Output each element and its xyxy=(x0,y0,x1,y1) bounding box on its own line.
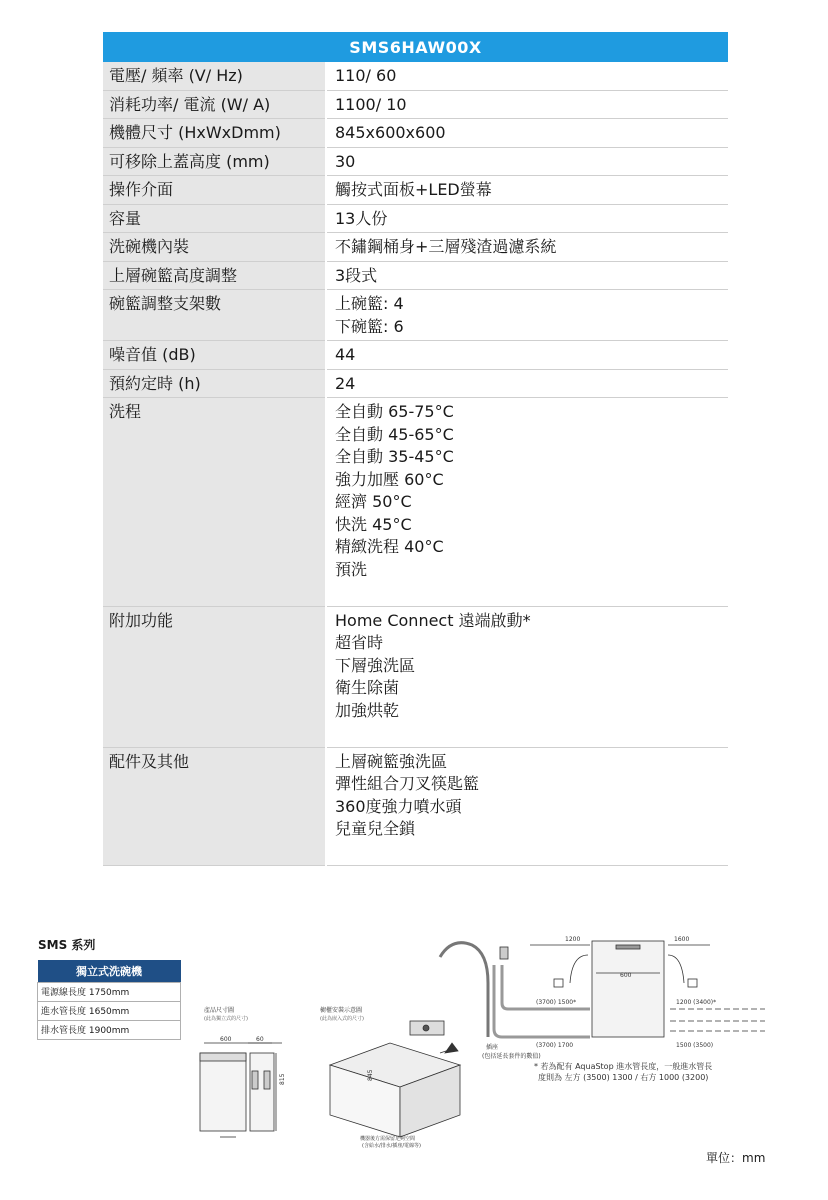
spec-value-line: 上層碗籃強洗區 xyxy=(335,751,448,771)
spec-value xyxy=(326,606,728,747)
cabinet-title: 櫥櫃安裝示意圖 xyxy=(320,1007,363,1014)
cabinet-drawing xyxy=(330,1021,460,1137)
spec-value-line: 超省時 xyxy=(335,633,384,652)
spec-row xyxy=(103,261,728,290)
product-size-drawing xyxy=(200,1043,282,1137)
spec-row xyxy=(103,62,728,90)
spec-value-line: 預洗 xyxy=(335,559,368,579)
product-size-note: (此為獨立式的尺寸) xyxy=(204,1016,248,1022)
cabinet-note: (此為嵌入式的尺寸) xyxy=(320,1016,364,1022)
hose-drawing xyxy=(440,941,765,1037)
spec-value-line: 觸按式面板+LED螢幕 xyxy=(335,180,492,199)
spec-value-line: 13人份 xyxy=(335,208,388,228)
model-header: SMS6HAW00X xyxy=(103,32,728,62)
unit-label: 單位：mm xyxy=(706,1151,766,1165)
spec-label: 洗程 xyxy=(103,398,326,607)
dim-1600-label: 1600 xyxy=(674,936,690,943)
outlet-label: 插座 xyxy=(486,1044,499,1051)
spec-row xyxy=(103,747,728,866)
spec-label: 預約定時 (h) xyxy=(103,369,326,398)
spec-value-line: 110/ 60 xyxy=(335,66,397,85)
dim-600-label: 600 xyxy=(220,1036,232,1043)
spec-table xyxy=(103,32,728,866)
spec-label: 可移除上蓋高度 (mm) xyxy=(103,147,326,176)
spec-value-line: 兒童兒全鎖 xyxy=(335,819,416,838)
spec-value-line: 精緻洗程 40°C xyxy=(335,537,444,556)
spec-value xyxy=(326,147,728,176)
spec-label: 附加功能 xyxy=(103,606,326,747)
cabinet-footer-2: (含給水/排水/插座/電線等) xyxy=(362,1143,421,1149)
spec-value xyxy=(326,119,728,148)
installation-diagram xyxy=(190,925,780,1155)
length-row-power-cord: 電源線長度 1750mm xyxy=(38,982,181,1001)
aquastop-note-1: * 若為配有 AquaStop 進水管長度，一般進水管長 xyxy=(534,1062,713,1071)
dim-60-label: 60 xyxy=(256,1036,264,1043)
spec-row xyxy=(103,176,728,205)
spec-value-line: 彈性組合刀叉筷匙籃 xyxy=(335,774,480,793)
spec-value-line: 上碗籃: 4 xyxy=(335,294,404,313)
spec-value-line: 1100/ 10 xyxy=(335,94,407,114)
spec-value-line: 不鏽鋼桶身+三層殘渣過濾系統 xyxy=(335,237,557,256)
spec-label: 上層碗籃高度調整 xyxy=(103,261,326,290)
spec-value-line: 快洗 45°C xyxy=(335,514,412,534)
spec-value xyxy=(326,747,728,866)
spec-value-line: 下層強洗區 xyxy=(335,655,416,675)
spec-label: 操作介面 xyxy=(103,176,326,205)
spec-label: 碗籃調整支架數 xyxy=(103,290,326,341)
spec-value-line: 30 xyxy=(335,151,356,171)
spec-label: 電壓/ 頻率 (V/ Hz) xyxy=(103,62,326,90)
spec-row xyxy=(103,204,728,233)
dim-845-label: 845 xyxy=(367,1069,374,1081)
spec-row xyxy=(103,233,728,262)
spec-value-line: Home Connect 遠端啟動* xyxy=(335,610,531,630)
dim-600-top-label: 600 xyxy=(620,972,632,979)
spec-value-line: 加強烘乾 xyxy=(335,700,400,720)
aquastop-note-2: 度則為 左方 (3500) 1300 / 右方 1000 (3200) xyxy=(538,1073,709,1082)
spec-value-line: 經濟 50°C xyxy=(335,492,412,511)
spec-row xyxy=(103,341,728,370)
spec-label: 容量 xyxy=(103,204,326,233)
spec-value-line: 全自動 65-75°C xyxy=(335,402,454,421)
spec-value-line: 全自動 45-65°C xyxy=(335,424,454,444)
spec-value xyxy=(326,261,728,290)
spec-value xyxy=(326,290,728,341)
spec-value xyxy=(326,62,728,90)
dim-3700-1700-label: (3700) 1700 xyxy=(536,1042,574,1049)
spec-label: 配件及其他 xyxy=(103,747,326,866)
length-table-header: 獨立式洗碗機 xyxy=(38,960,181,982)
spec-value-line: 44 xyxy=(335,345,356,364)
spec-value-line: 3段式 xyxy=(335,265,378,285)
spec-row xyxy=(103,369,728,398)
spec-value-line: 衛生除菌 xyxy=(335,678,400,697)
dim-3700-1500-label: (3700) 1500* xyxy=(536,999,577,1006)
spec-value-line: 下碗籃: 6 xyxy=(335,316,404,336)
spec-value-line: 24 xyxy=(335,373,356,393)
spec-value xyxy=(326,341,728,370)
cabinet-footer: 機器後方需保留足夠空間 xyxy=(360,1136,416,1142)
spec-row xyxy=(103,90,728,119)
spec-value-line: 強力加壓 60°C xyxy=(335,469,444,489)
spec-label: 噪音值 (dB) xyxy=(103,341,326,370)
spec-row xyxy=(103,606,728,747)
spec-body xyxy=(103,62,728,866)
spec-value-line: 360度強力噴水頭 xyxy=(335,796,462,816)
product-size-title: 產品尺寸圖 xyxy=(204,1007,235,1014)
spec-value xyxy=(326,176,728,205)
dim-815-label: 815 xyxy=(279,1073,286,1085)
spec-label: 洗碗機內裝 xyxy=(103,233,326,262)
extension-note: (包括延長套件的數值) xyxy=(482,1053,541,1060)
length-table xyxy=(37,960,181,1040)
dim-1500-3500-label: 1500 (3500) xyxy=(676,1042,714,1049)
length-row-inlet-hose: 進水管長度 1650mm xyxy=(38,1001,181,1020)
spec-value xyxy=(326,90,728,119)
spec-value xyxy=(326,369,728,398)
spec-label: 機體尺寸 (HxWxDmm) xyxy=(103,119,326,148)
spec-row xyxy=(103,147,728,176)
dim-1200-3400-label: 1200 (3400)* xyxy=(676,999,717,1006)
spec-value-line: 845x600x600 xyxy=(335,123,446,142)
spec-row xyxy=(103,119,728,148)
spec-value xyxy=(326,204,728,233)
length-row-drain-hose: 排水管長度 1900mm xyxy=(38,1020,181,1039)
series-title: SMS 系列 xyxy=(38,938,96,952)
spec-label: 消耗功率/ 電流 (W/ A) xyxy=(103,90,326,119)
spec-value-line: 全自動 35-45°C xyxy=(335,447,454,466)
spec-value xyxy=(326,398,728,607)
spec-row xyxy=(103,290,728,341)
spec-value xyxy=(326,233,728,262)
dim-1200-label: 1200 xyxy=(565,936,581,943)
spec-row xyxy=(103,398,728,607)
